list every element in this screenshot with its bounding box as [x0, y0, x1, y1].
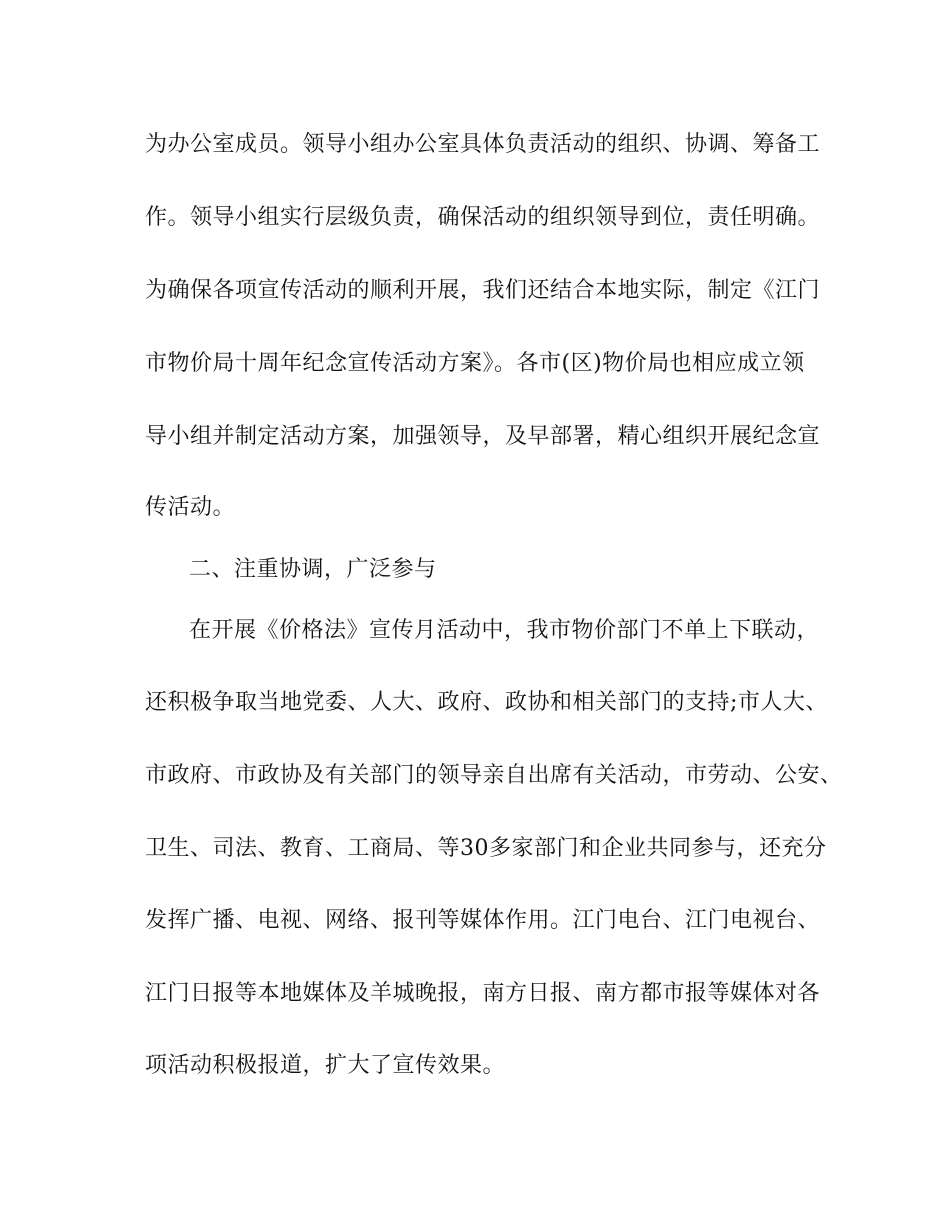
paragraph-line: 卫生、司法、教育、工商局、等30多家部门和企业共同参与，还充分: [145, 836, 827, 861]
paragraph-line: 为办公室成员。领导小组办公室具体负责活动的组织、协调、筹备工: [145, 132, 821, 157]
paragraph-line: 在开展《价格法》宣传月活动中，我市物价部门不单上下联动，: [189, 618, 820, 643]
paragraph-line: 为确保各项宣传活动的顺利开展，我们还结合本地实际，制定《江门: [145, 278, 821, 303]
paragraph-line: 市物价局十周年纪念宣传活动方案》。各市(区)物价局也相应成立领: [145, 351, 805, 376]
paragraph-line: 项活动积极报道，扩大了宣传效果。: [145, 1053, 506, 1078]
paragraph-line: 江门日报等本地媒体及羊城晚报，南方日报、南方都市报等媒体对各: [145, 981, 821, 1006]
paragraph-line: 作。领导小组实行层级负责，确保活动的组织领导到位，责任明确。: [145, 205, 821, 230]
section-heading: 二、注重协调，广泛参与: [189, 557, 437, 582]
paragraph-line: 还积极争取当地党委、人大、政府、政协和相关部门的支持;市人大、: [145, 690, 828, 715]
paragraph-line: 传活动。: [145, 495, 236, 520]
paragraph-line: 市政府、市政协及有关部门的领导亲自出席有关活动，市劳动、公安、: [145, 763, 843, 788]
paragraph-line: 发挥广播、电视、网络、报刊等媒体作用。江门电台、江门电视台、: [145, 908, 821, 933]
paragraph-line: 导小组并制定活动方案，加强领导，及早部署，精心组织开展纪念宣: [145, 424, 821, 449]
